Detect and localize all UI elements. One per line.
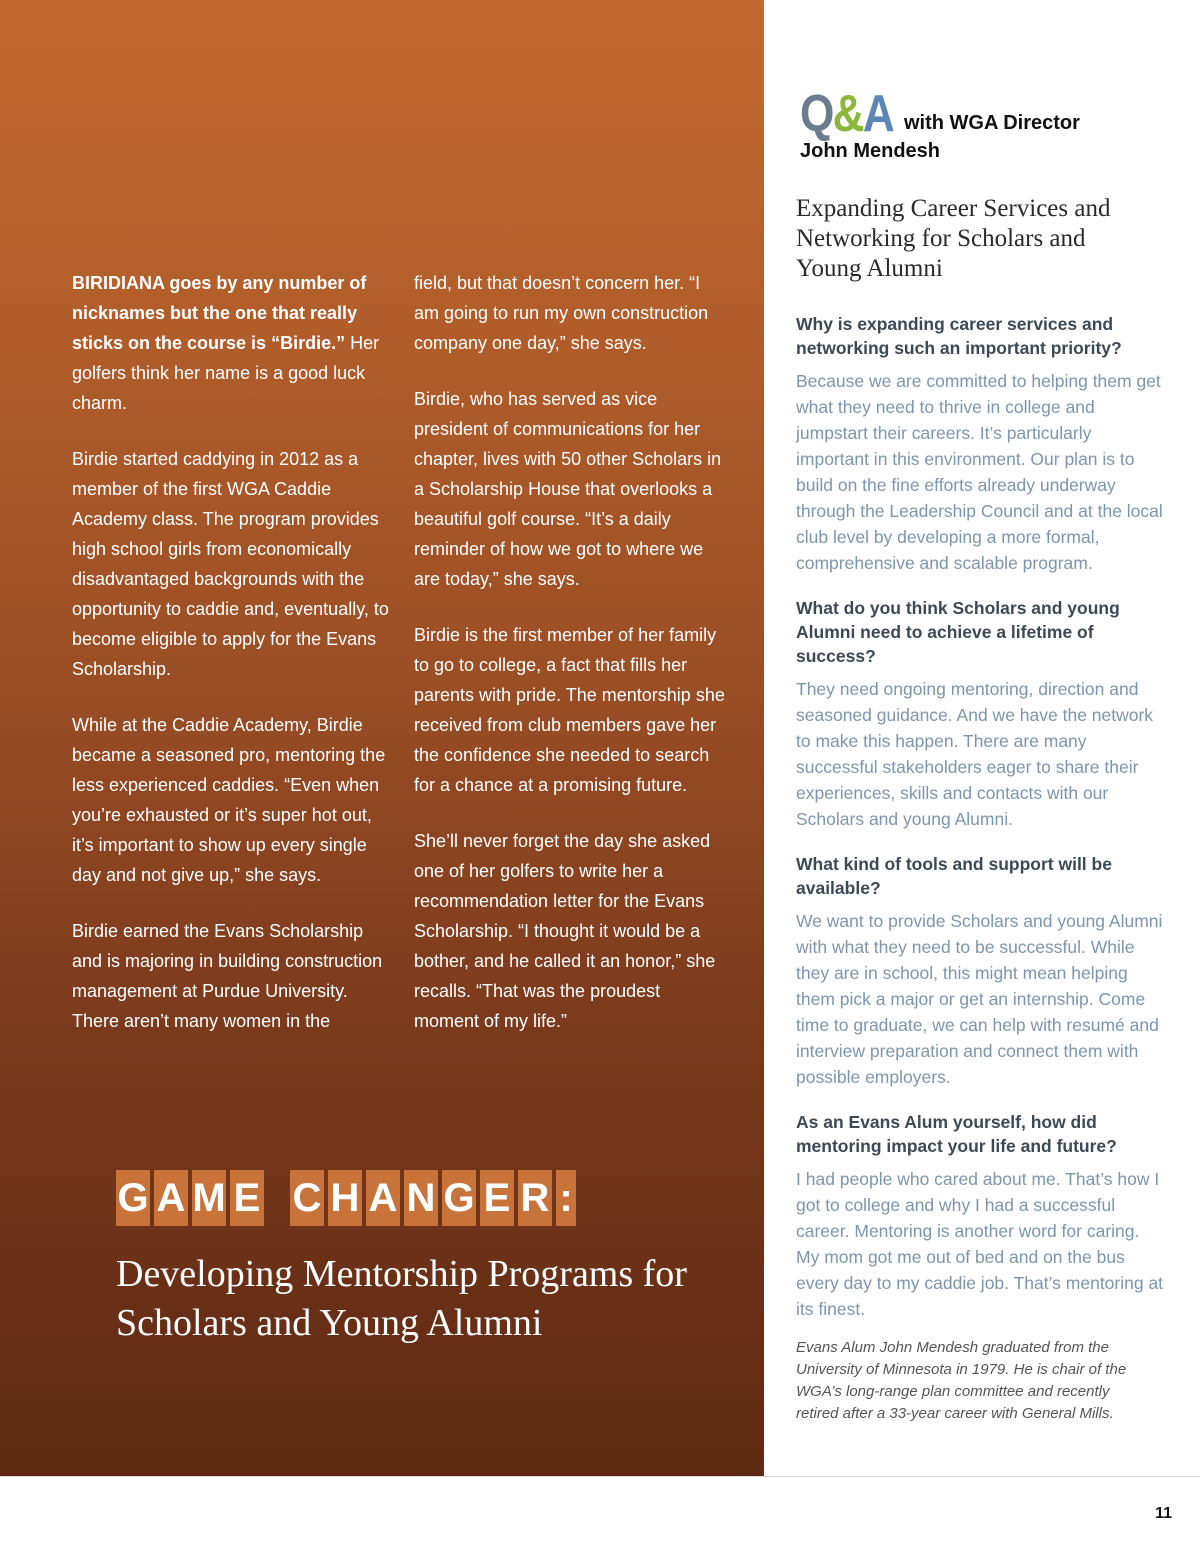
feature-title <box>116 1170 598 1226</box>
feature-title-letter: R <box>518 1170 552 1226</box>
qa-body <box>796 312 1164 1342</box>
feature-title-letter: E <box>480 1170 514 1226</box>
feature-title-letter: M <box>192 1170 226 1226</box>
qa-question: What do you think Scholars and young Alumni need to achieve a lifetime of success? <box>796 598 1120 666</box>
feature-title-word <box>116 1170 264 1226</box>
feature-title-letter: E <box>230 1170 264 1226</box>
article-paragraph <box>72 268 392 418</box>
article-paragraph: Birdie is the first member of her family to go to college, a fact that fills her parents with pride. The mentorship she received from club members gave her the confidence she needed to search for a chance at a promising future. <box>414 625 725 795</box>
qa-answer: We want to provide Scholars and young Alumni with what they need to be successful. While they are in school, this might mean helping them pick a major or get an internship. Come time to graduate, we can help with resumé and interview preparation and connect them with possible employers. <box>796 911 1163 1087</box>
qa-answer: Because we are committed to helping them get what they need to thrive in college and jumpstart their careers. It’s particularly important in this environment. Our plan is to build on the fine efforts already underway through the Leadership Council and at the local club level by developing a more formal, comprehensive and scalable program. <box>796 371 1163 573</box>
qa-with-label: with WGA Director <box>904 112 1080 134</box>
article-lead: BIRIDIANA goes by any number of nicknames but the one that really sticks on the course is “Birdie.” <box>72 273 367 353</box>
feature-title-letter: G <box>442 1170 476 1226</box>
qa-answer: I had people who cared about me. That’s how I got to college and why I had a successful career. Mentoring is another word for caring. My mom got me out of bed and on the bus every day to my caddie job. That’s mentoring at its finest. <box>796 1169 1164 1319</box>
qa-item <box>796 312 1164 576</box>
qa-question: As an Evans Alum yourself, how did mentoring impact your life and future? <box>796 1112 1117 1156</box>
article-column-1 <box>72 268 392 1062</box>
qa-answer: They need ongoing mentoring, direction and seasoned guidance. And we have the network to make this happen. There are many successful stakeholders eager to share their experiences, skills and contacts with our Scholars and young Alumni. <box>796 679 1154 829</box>
qa-logo-amp: & <box>832 85 863 143</box>
article-paragraph: While at the Caddie Academy, Birdie became a seasoned pro, mentoring the less experienced caddies. “Even when you’re exhausted or it’s super hot out, it’s important to show up every single day and not give up,” she says. <box>72 715 386 885</box>
qa-header <box>800 85 1080 143</box>
qa-logo-q: Q <box>800 85 833 143</box>
feature-title-letter: N <box>404 1170 438 1226</box>
feature-title-word <box>290 1170 576 1226</box>
qa-bio: Evans Alum John Mendesh graduated from the University of Minnesota in 1979. He is chair of the WGA’s long-range plan committee and recently retired after a 33-year career with General Mills. <box>796 1339 1127 1422</box>
article-paragraph: Birdie earned the Evans Scholarship and is majoring in building construction management at Purdue University. There aren’t many women in the <box>72 921 383 1031</box>
feature-title-letter: A <box>154 1170 188 1226</box>
qa-item <box>796 1110 1164 1322</box>
feature-title-letter: A <box>366 1170 400 1226</box>
qa-logo-a: A <box>862 85 894 143</box>
qa-question: What kind of tools and support will be available? <box>796 854 1112 898</box>
article-paragraph: field, but that doesn’t concern her. “I am going to run my own construction company one day,” she says. <box>414 273 709 353</box>
article-column-2 <box>414 268 730 1062</box>
feature-title-letter: G <box>116 1170 150 1226</box>
feature-title-letter: C <box>290 1170 324 1226</box>
qa-subtitle: Expanding Career Services and Networking for Scholars and Young Alumni <box>796 195 1111 282</box>
page-divider <box>0 1476 1200 1477</box>
article-text: Her golfers think her name is a good luck charm. <box>72 333 380 413</box>
article-paragraph: Birdie, who has served as vice president of communications for her chapter, lives with 50 other Scholars in a Scholarship House that overlooks a beautiful golf course. “It’s a daily reminder of how we got to where we are today,” she says. <box>414 389 722 589</box>
qa-item <box>796 852 1164 1090</box>
article-paragraph: She’ll never forget the day she asked one of her golfers to write her a recommendation letter for the Evans Scholarship. “I thought it would be a bother, and he called it an honor,” she recalls. “That was the proudest moment of my life.” <box>414 831 716 1031</box>
article-paragraph: Birdie started caddying in 2012 as a member of the first WGA Caddie Academy class. The program provides high school girls from economically disadvantaged backgrounds with the opportunity to caddie and, eventually, to become eligible to apply for the Evans Scholarship. <box>72 449 389 679</box>
feature-title-letter: : <box>556 1170 576 1226</box>
qa-question: Why is expanding career services and networking such an important priority? <box>796 314 1122 358</box>
page-number: 11 <box>1155 1505 1172 1522</box>
qa-item <box>796 596 1164 832</box>
qa-logo <box>800 85 894 143</box>
feature-title-letter: H <box>328 1170 362 1226</box>
feature-subtitle: Developing Mentorship Programs for Scholars and Young Alumni <box>116 1253 687 1344</box>
qa-interviewee-name: John Mendesh <box>800 140 941 162</box>
